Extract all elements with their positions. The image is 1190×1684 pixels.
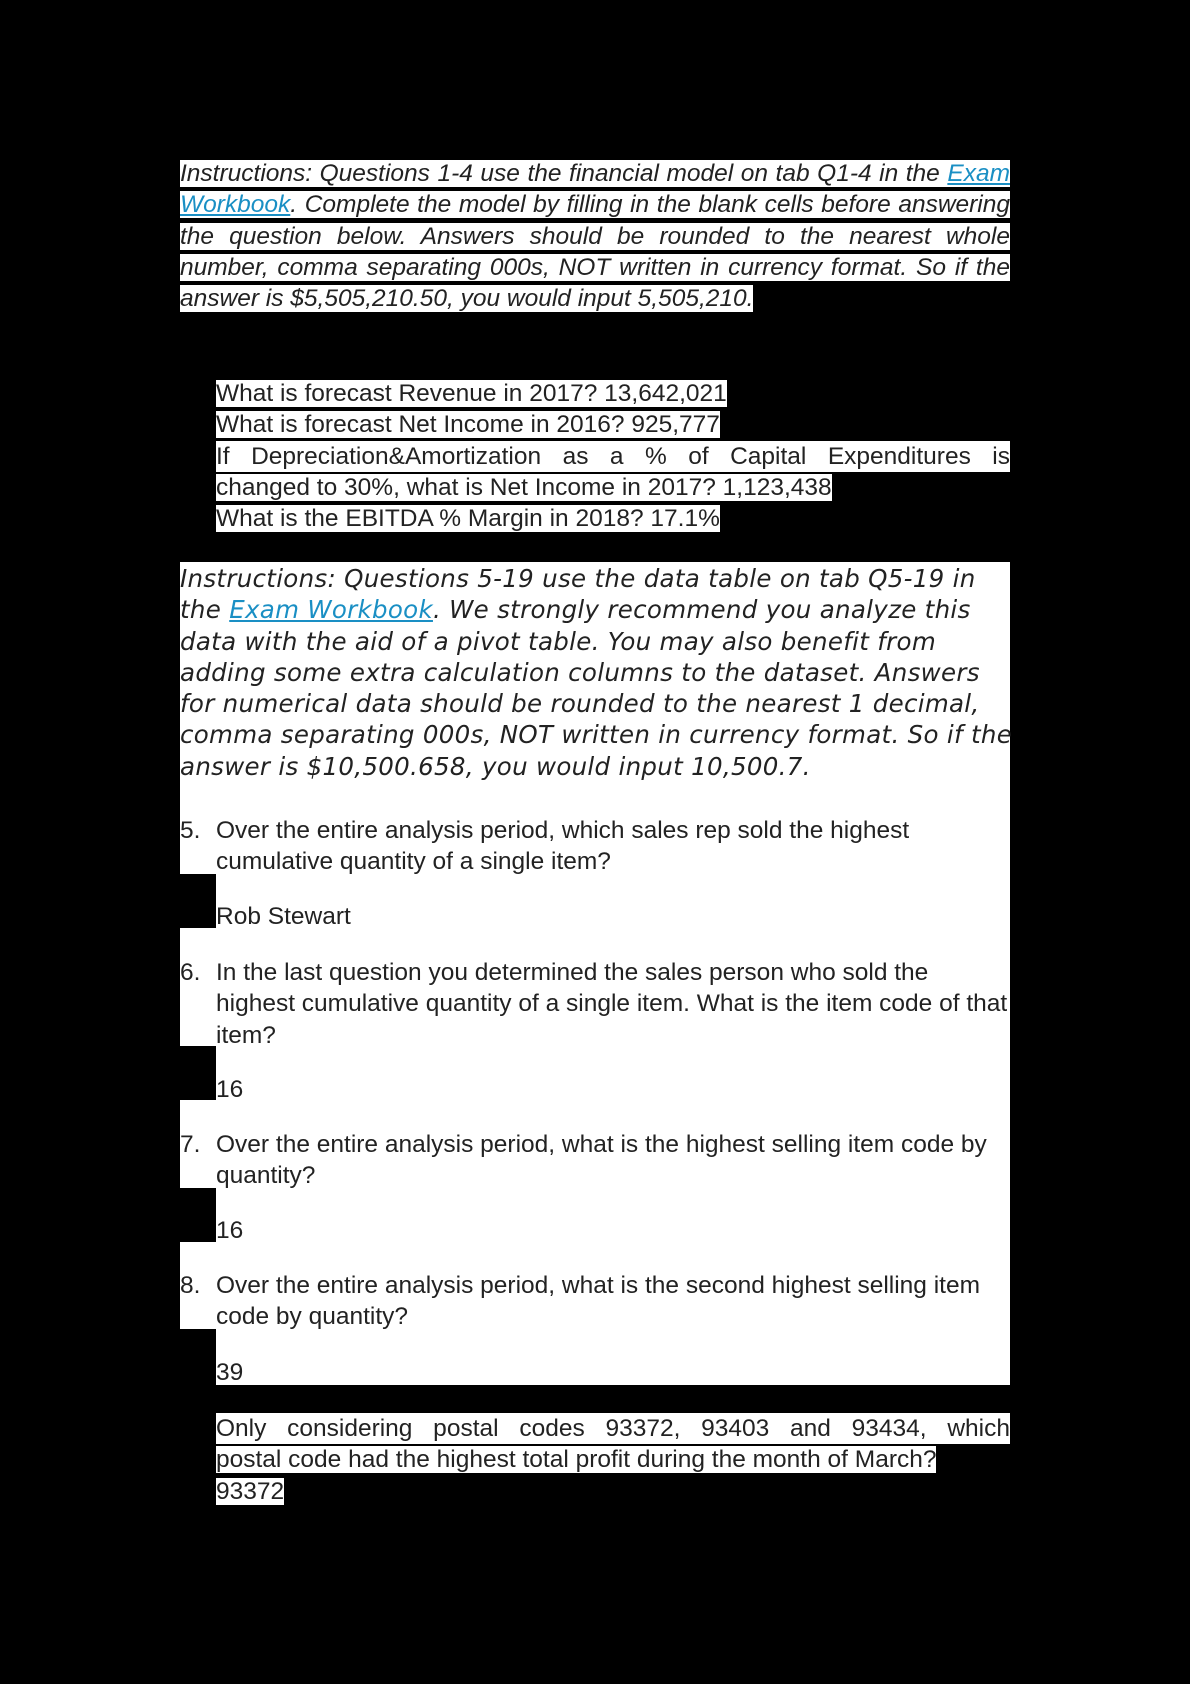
question-number: 7. <box>180 1131 201 1158</box>
question-line-2: postal code had the highest total profit during the month of March? <box>216 1446 937 1474</box>
gutter <box>180 1188 216 1242</box>
exam-workbook-link[interactable]: Exam Workbook <box>180 160 1010 219</box>
gutter <box>180 1046 216 1100</box>
question-6 <box>180 957 1010 1051</box>
question-2: What is forecast Net Income in 2016? 925,777 <box>216 411 720 439</box>
instructions-text: Instructions: Questions 1-4 use the financial model on tab Q1-4 in the <box>180 160 948 187</box>
gutter <box>180 1329 216 1385</box>
question-7 <box>180 1129 1010 1192</box>
instructions-q5-19 <box>180 563 1015 782</box>
question-line-2-wrap <box>216 1444 1010 1475</box>
question-line-1: Only considering postal codes 93372, 93403 and 93434, which <box>216 1413 1010 1444</box>
question-text: Over the entire analysis period, what is the highest selling item code by quantity? <box>216 1131 987 1190</box>
answer-postal-code: 93372 <box>216 1477 285 1505</box>
answer-5: Rob Stewart <box>216 903 351 930</box>
exam-workbook-link[interactable]: Exam Workbook <box>229 595 433 625</box>
question-number: 6. <box>180 959 201 986</box>
gutter <box>180 874 216 928</box>
answer-6: 16 <box>216 1076 244 1103</box>
question-1: What is forecast Revenue in 2017? 13,642,021 <box>216 380 727 407</box>
question-8 <box>180 1270 1010 1333</box>
question-number: 5. <box>180 817 201 844</box>
instructions-text: Instructions: Questions 5-19 use the data table on tab Q5-19 in the <box>180 564 976 625</box>
question-number: 8. <box>180 1272 201 1299</box>
question-text: Over the entire analysis period, which sales rep sold the highest cumulative quantity of a single item? <box>216 817 910 876</box>
question-postal-code <box>216 1413 1010 1507</box>
question-text: In the last question you determined the sales person who sold the highest cumulative quantity of a single item. What is the item code of that item? <box>216 959 1008 1049</box>
instructions-text: . Complete the model by filling in the blank cells before answering the question below. Answers should be rounded to the nearest whole number, comma separating 000s, NOT written in currency format. So if the answer is $5,505,210.50, you would input 5,505,210. <box>180 191 1010 313</box>
question-5 <box>180 815 1010 878</box>
questions-1-4 <box>216 378 1010 534</box>
question-4: What is the EBITDA % Margin in 2018? 17.1% <box>216 505 720 533</box>
answer-wrap <box>216 1476 1010 1507</box>
instructions-q1-4 <box>180 158 1010 314</box>
question-3-line-2: changed to 30%, what is Net Income in 2017? 1,123,438 <box>216 473 832 501</box>
question-text: Over the entire analysis period, what is the second highest selling item code by quantity? <box>216 1272 980 1331</box>
question-3-line-1: If Depreciation&Amortization as a % of Capital Expenditures is <box>216 441 1010 472</box>
answer-8: 39 <box>216 1359 244 1386</box>
instructions-text: . We strongly recommend you analyze this data with the aid of a pivot table. You may also benefit from adding some extra calculation columns to the dataset. Answers for numerical data should be rounded to the nearest 1 decimal, comma separating 000s, NOT written in currency format. So if the answer is $10,500.658, you would input 10,500.7. <box>180 595 1013 781</box>
answer-7: 16 <box>216 1217 244 1244</box>
